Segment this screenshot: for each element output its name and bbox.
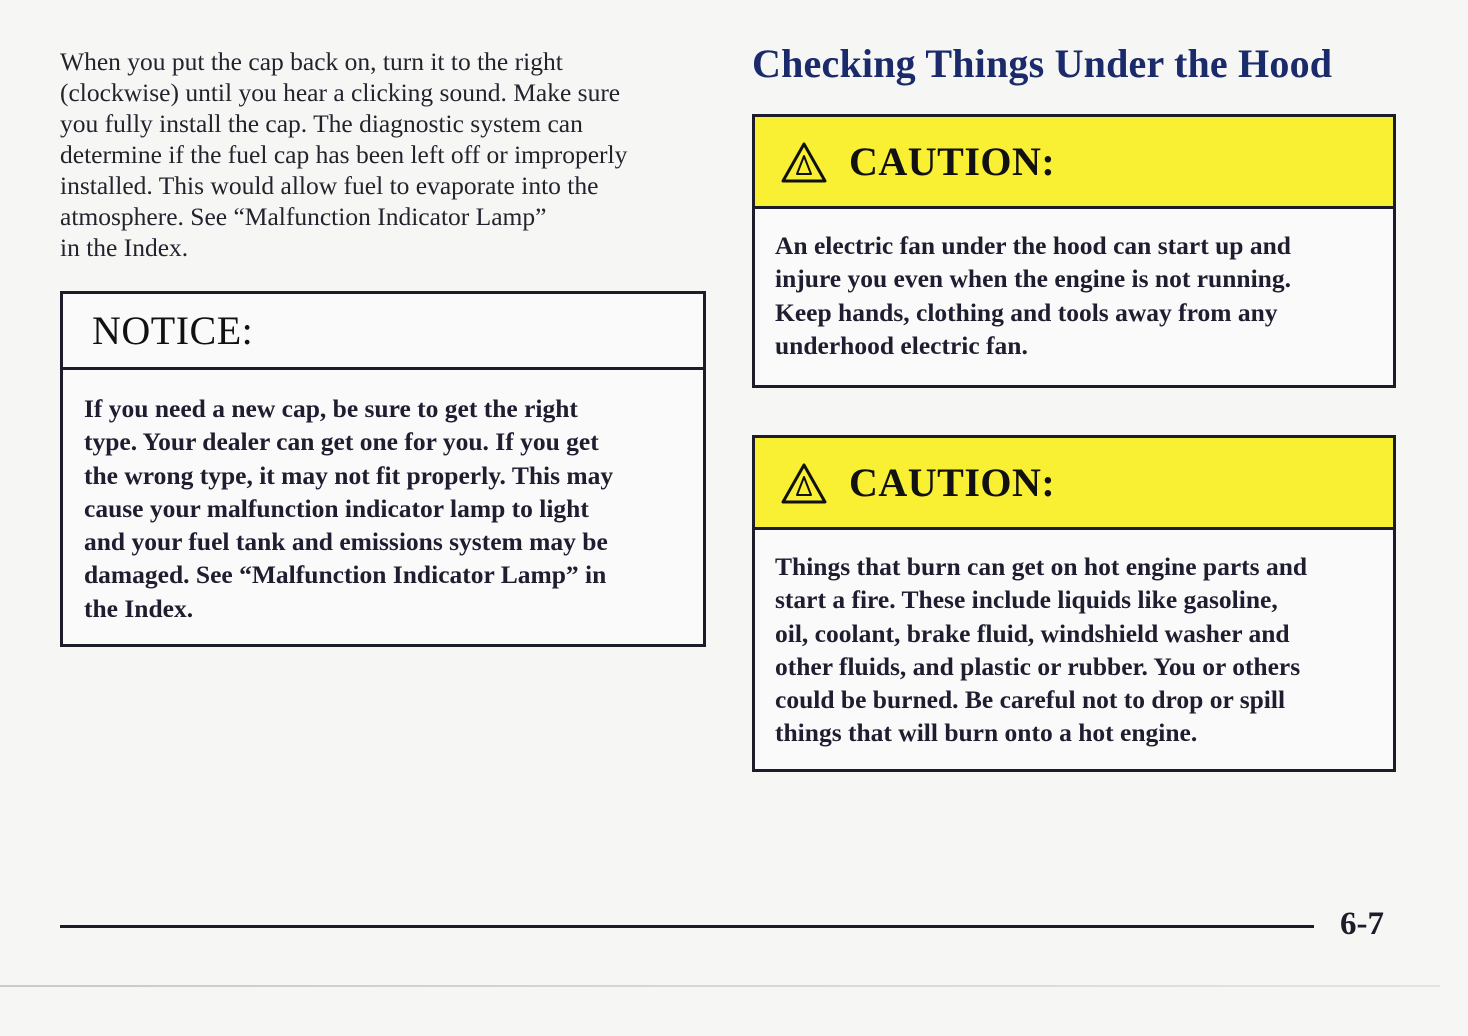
warning-triangle-icon bbox=[781, 462, 827, 504]
caution-box-fan bbox=[752, 114, 1396, 388]
notice-box bbox=[60, 291, 706, 647]
intro-line: in the Index. bbox=[60, 233, 189, 262]
intro-line: When you put the cap back on, turn it to the right bbox=[60, 47, 563, 76]
caution-line: oil, coolant, brake fluid, windshield washer and bbox=[775, 618, 1290, 648]
notice-line: the Index. bbox=[84, 593, 194, 623]
scan-edge-divider bbox=[0, 985, 1440, 987]
caution-line: could be burned. Be careful not to drop or spill bbox=[775, 685, 1286, 715]
caution-header bbox=[755, 438, 1393, 530]
intro-line: you fully install the cap. The diagnostic system can bbox=[60, 109, 583, 138]
notice-line: damaged. See “Malfunction Indicator Lamp” in bbox=[84, 560, 607, 590]
page-number: 6-7 bbox=[1340, 906, 1384, 942]
caution-title: CAUTION: bbox=[849, 139, 1056, 184]
notice-title: NOTICE: bbox=[92, 308, 254, 353]
caution-line: other fluids, and plastic or rubber. You or others bbox=[775, 651, 1301, 681]
caution-line: things that will burn onto a hot engine. bbox=[775, 718, 1198, 748]
caution-line: start a fire. These include liquids like gasoline, bbox=[775, 585, 1278, 615]
caution-body bbox=[755, 209, 1393, 362]
caution-line: Keep hands, clothing and tools away from any bbox=[775, 297, 1278, 327]
caution-line: injure you even when the engine is not running. bbox=[775, 264, 1291, 294]
intro-line: (clockwise) until you hear a clicking sound. Make sure bbox=[60, 78, 621, 107]
caution-line: An electric fan under the hood can start up and bbox=[775, 231, 1291, 260]
intro-line: installed. This would allow fuel to evaporate into the bbox=[60, 171, 599, 200]
caution-header bbox=[755, 117, 1393, 209]
intro-paragraph bbox=[60, 46, 700, 263]
intro-line: atmosphere. See “Malfunction Indicator Lamp” bbox=[60, 202, 547, 231]
section-title: Checking Things Under the Hood bbox=[752, 41, 1333, 86]
notice-line: type. Your dealer can get one for you. If you get bbox=[84, 427, 599, 457]
caution-line: Things that burn can get on hot engine parts and bbox=[775, 552, 1308, 581]
notice-body bbox=[63, 370, 703, 625]
notice-header bbox=[63, 294, 703, 370]
warning-triangle-icon bbox=[781, 141, 827, 183]
notice-line: If you need a new cap, be sure to get the right bbox=[84, 394, 578, 423]
notice-line: the wrong type, it may not fit properly. This may bbox=[84, 460, 614, 490]
notice-line: and your fuel tank and emissions system may be bbox=[84, 527, 608, 557]
footer-rule bbox=[60, 925, 1314, 928]
caution-box-fire bbox=[752, 435, 1396, 772]
notice-line: cause your malfunction indicator lamp to light bbox=[84, 493, 589, 523]
caution-body bbox=[755, 530, 1393, 750]
intro-line: determine if the fuel cap has been left off or improperly bbox=[60, 140, 628, 169]
caution-title: CAUTION: bbox=[849, 460, 1056, 505]
caution-line: underhood electric fan. bbox=[775, 330, 1028, 360]
